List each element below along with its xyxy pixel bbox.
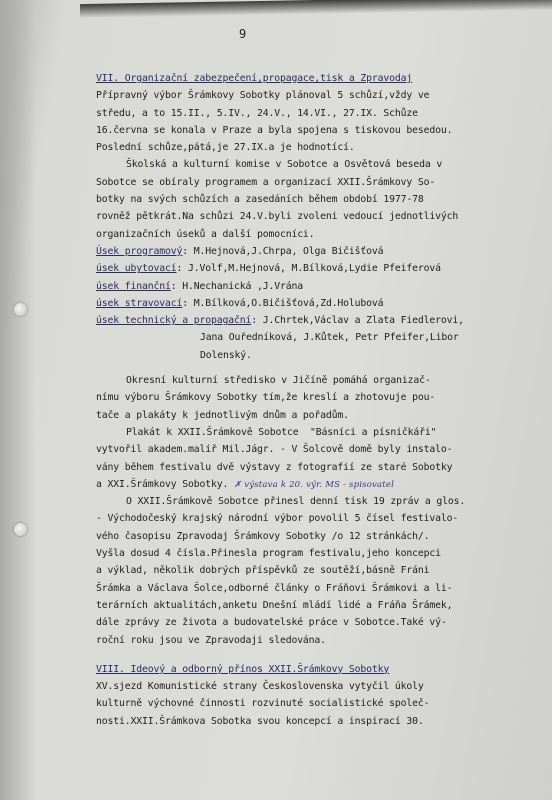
punch-hole-upper (14, 303, 27, 316)
text-line: tače a plakáty k jednotlivým dnům a pořadům. (96, 409, 349, 421)
section-label: úsek finanční (96, 280, 171, 292)
text-line: XV.sjezd Komunistické strany Československa vytyčil úkoly (96, 681, 424, 693)
text-line: kulturně výchovné činnosti rozvinuté socialistické společ- (96, 698, 430, 710)
section-label: úsek ubytovací (96, 263, 177, 275)
text-line: Okresní kulturní středisko v Jičíně pomáhá organizač- (126, 375, 431, 387)
text-line: Dolenský. (200, 349, 252, 361)
section-label: úsek stravovací (96, 297, 183, 309)
punch-hole-lower (14, 523, 27, 536)
text-line: O XXII.Šrámkově Sobotce přinesl denní tisk 19 zpráv a glos. (126, 496, 466, 508)
section-row-accommodation (96, 260, 536, 277)
text-line: - Východočeský krajský národní výbor povolil 5 čísel festivalo- (96, 513, 459, 525)
text-line: Poslední schůze,pátá,je 27.IX.a je hodnotící. (96, 142, 355, 154)
section-row-finance (96, 278, 536, 295)
text-line: nímu výboru Šrámkovy Sobotky tím,že kreslí a zhotovuje pou- (96, 392, 436, 404)
section-label: Úsek programový (96, 245, 183, 257)
section-row-catering (96, 295, 536, 312)
text-line: botky na svých schůzích a zasedáních během období 1977-78 (96, 194, 424, 206)
text-line: vytvořil akadem.malíř Mil.Jágr. - V Šolcově domě byly instalo- (96, 444, 453, 456)
paper-top-edge (80, 0, 552, 18)
text-line: dále zprávy ze života a budovatelské práce v Sobotce.Také vý- (96, 617, 447, 629)
text-line: vány během festivalu dvě výstavy z fotografií ze staré Sobotky (96, 461, 453, 473)
text-line: Sobotce se obíraly programem a organizací XXII.Šrámkovy So- (96, 176, 436, 188)
section-names: : J.Chrtek,Václav a Zlata Fiedlerovi, (251, 315, 464, 327)
section-heading-viii: VIII. Ideový a odborný přínos XXII.Šrámkovy Sobotky (96, 663, 390, 675)
text-line: rovněž pětkrát.Na schůzi 24.V.byli zvoleni vedoucí jednotlivých (96, 211, 459, 223)
paper-left-shadow (0, 0, 36, 800)
handwritten-note: ✗ výstava k 20. výr. MS - spisovatel (233, 479, 395, 490)
section-heading-vii: VII. Organizační zabezpečení,propagace,tisk a Zpravodaj (96, 73, 413, 84)
text-line: Jana Ouředníková, J.Kůtek, Petr Pfeifer,Libor (200, 332, 459, 344)
text-line: roční roku jsou ve Zpravodaji sledována. (96, 634, 326, 646)
document-body (96, 70, 536, 730)
section-names: : M.Hejnová,J.Chrpa, Olga Bičišťová (182, 245, 384, 257)
text-line: Přípravný výbor Šrámkovy Sobotky plánoval 5 schůzí,vždy ve (96, 90, 430, 102)
text-line: Plakát k XXII.Šrámkově Sobotce "Básníci a písničkáři" (126, 426, 437, 438)
section-names: : M.Bílková,O.Bičišťová,Zd.Holubová (182, 297, 384, 309)
text-line: 16.června se konala v Praze a byla spojena s tiskovou besedou. (96, 124, 453, 136)
text-line-with-note (96, 476, 536, 493)
text-line: nosti.XXII.Šrámkova Sobotka svou koncepcí a inspirací 30. (96, 715, 424, 727)
text-line: Školská a kulturní komise v Sobotce a Osvětová beseda v (126, 159, 443, 171)
text-line: Šrámka a Václava Šolce,odborné články o Fráňovi Šrámkovi a li- (96, 582, 453, 594)
section-names: : J.Volf,M.Hejnová, M.Bílková,Lydie Pfeiferová (176, 263, 441, 275)
text-line: středu, a to 15.II., 5.IV., 24.V., 14.VI., 27.IX. Schůze (96, 107, 418, 119)
page-number: 9 (239, 27, 247, 41)
section-label: úsek technický a propagační (96, 315, 252, 327)
text-line: organizačních úseků a další pomocníci. (96, 228, 315, 240)
text-line: a XXI.Šrámkovy Sobotky. (96, 478, 229, 490)
text-line: vého časopisu Zpravodaj Šrámkovy Sobotky /o 12 stránkách/. (96, 530, 430, 542)
section-names: : H.Nechanická ,J.Vrána (170, 280, 303, 292)
text-line: terárních aktualitách,anketu Dnešní mládí lidé a Fráňa Šrámek, (96, 599, 453, 611)
text-line: a výklad, několik dobrých příspěvků ze soutěží,básně Fráni (96, 565, 430, 577)
section-row-technical (96, 312, 536, 329)
text-line: Vyšla dosud 4 čísla.Přinesla program festivalu,jeho koncepci (96, 548, 441, 560)
section-row-program (96, 243, 536, 260)
